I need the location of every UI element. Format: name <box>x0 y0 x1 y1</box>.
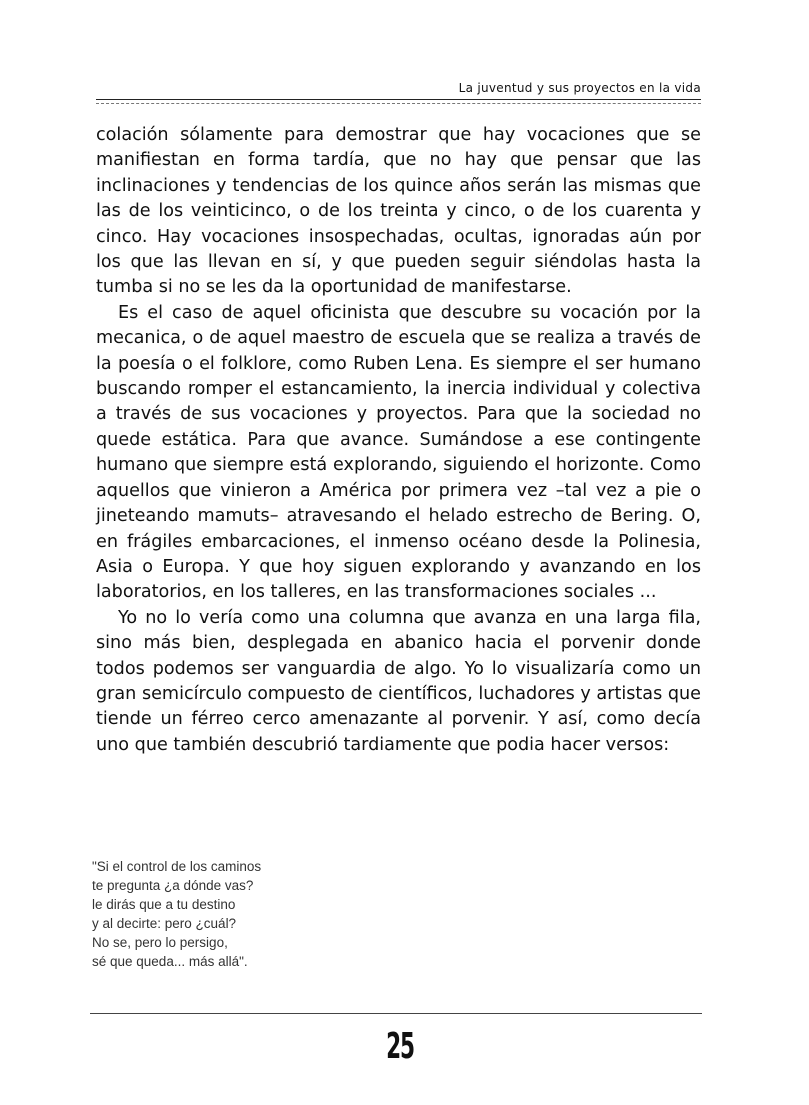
poem-line-2: te pregunta ¿a dónde vas? <box>92 878 254 893</box>
poem-line-3: le dirás que a tu destino <box>92 897 236 912</box>
paragraph-2: Es el caso de aquel oficinista que descubre su vocación por la mecanica, o de aquel maestro de escuela que se realiza a través de la poesía o el folklore, como Ruben Lena. Es siempre el ser humano buscando romper el estancamiento, la inercia individual y colectiva a través de sus vocaciones y proyectos. Para que la sociedad no quede estática. Para que avance. Sumándose a ese contingente humano que siempre está explorando, siguiendo el horizonte. Como aquellos que vinieron a América por primera vez –tal vez a pie o jineteando mamuts– atravesando el helado estrecho de Bering. O, en frágiles embarcaciones, el inmenso océano desde la Polinesia, Asia o Europa. Y que hoy siguen explorando y avanzando en los laboratorios, en los talleres, en las transformaciones sociales ... <box>96 302 701 603</box>
poem-line-4: y al decirte: pero ¿cuál? <box>92 916 237 931</box>
main-text <box>96 123 701 758</box>
footer-rule <box>90 1013 702 1014</box>
page-number: 25 <box>386 1026 414 1067</box>
poem-line-5: No se, pero lo persigo, <box>92 935 228 950</box>
running-header: La juventud y sus proyectos en la vida <box>458 81 701 95</box>
poem-quote <box>92 857 412 971</box>
paragraph-3: Yo no lo vería como una columna que avanza en una larga fila, sino más bien, desplegada en abanico hacia el porvenir donde todos podemos ser vanguardia de algo. Yo lo visualizaría como un gran semicírculo compuesto de científicos, luchadores y artistas que tiende un férreo cerco amenazante al porvenir. Y así, como decía uno que también descubrió tardiamente que podia hacer versos: <box>96 607 701 755</box>
paragraph-1: colación sólamente para demostrar que hay vocaciones que se manifiestan en forma tardía, que no hay que pensar que las inclinaciones y tendencias de los quince años serán las mismas que las de los veinticinco, o de los treinta y cinco, o de los cuarenta y cinco. Hay vocaciones insospechadas, ocultas, ignoradas aún por los que las llevan en sí, y que pueden seguir siéndolas hasta la tumba si no se les da la oportunidad de manifestarse. <box>96 125 701 298</box>
poem-line-1: "Si el control de los caminos <box>92 859 262 874</box>
header-rule-secondary <box>96 103 701 104</box>
header-rule <box>96 99 701 100</box>
poem-line-6: sé que queda... más allá". <box>92 954 248 969</box>
